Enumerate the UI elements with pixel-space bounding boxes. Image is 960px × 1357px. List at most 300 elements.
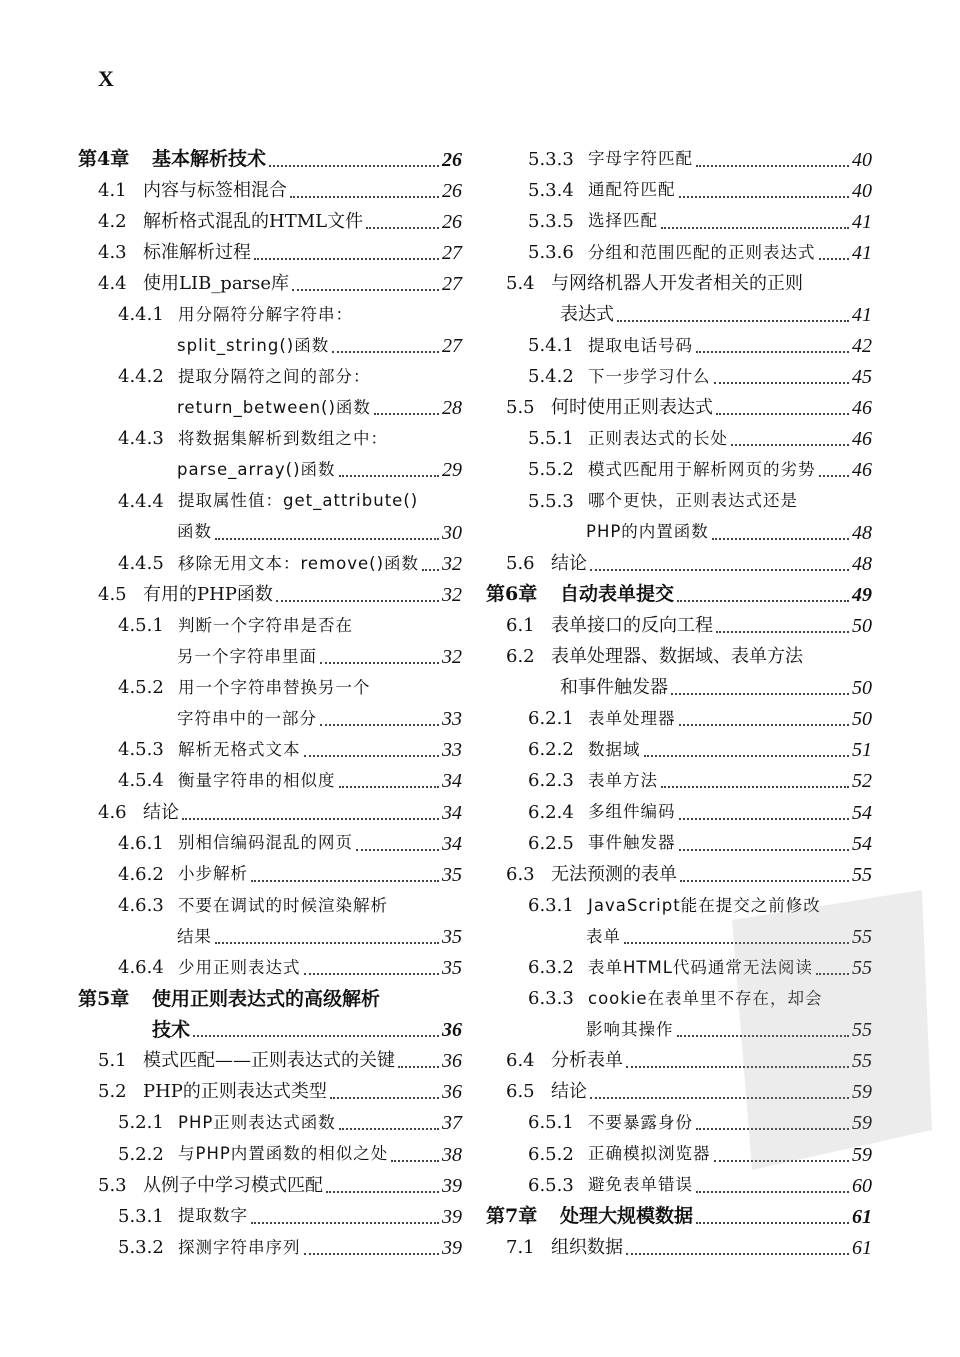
toc-entry-title: PHP正则表达式函数 xyxy=(178,1113,336,1133)
dot-leader xyxy=(326,1191,439,1193)
toc-entry-page: 36 xyxy=(442,1050,462,1073)
toc-entry-page: 26 xyxy=(442,148,462,171)
toc-entry xyxy=(486,144,872,175)
dot-leader xyxy=(626,1253,849,1255)
toc-entry-page: 50 xyxy=(852,677,872,700)
toc-entry-page: 41 xyxy=(852,210,872,233)
dot-leader xyxy=(679,724,850,726)
toc-entry-number: 第5章 xyxy=(78,987,130,1010)
toc-entry-number: 5.5 xyxy=(506,397,535,419)
toc-entry xyxy=(486,299,872,330)
toc-entry-title: 提取数字 xyxy=(178,1206,248,1226)
toc-entry-number: 6.2.4 xyxy=(528,801,574,823)
dot-leader xyxy=(339,475,439,477)
dot-leader xyxy=(679,196,850,198)
toc-entry xyxy=(78,1046,462,1077)
toc-entry-title: 模式匹配——正则表达式的关键 xyxy=(143,1050,395,1072)
toc-entry xyxy=(486,1139,872,1170)
toc-entry-number: 6.5.2 xyxy=(528,1143,574,1165)
dot-leader xyxy=(182,818,439,820)
toc-entry-page: 27 xyxy=(442,272,462,295)
toc-entry-number: 5.4.1 xyxy=(528,335,574,357)
dot-leader xyxy=(374,413,439,415)
toc-entry-number: 第6章 xyxy=(486,583,538,606)
dot-leader xyxy=(696,165,849,167)
toc-entry-title: 基本解析技术 xyxy=(152,148,267,171)
toc-entry-number: 6.2.5 xyxy=(528,832,574,854)
toc-entry-page: 36 xyxy=(442,1081,462,1104)
dot-leader xyxy=(304,1253,440,1255)
toc-entry-page: 61 xyxy=(852,1236,872,1259)
toc-entry-page: 55 xyxy=(852,1019,872,1042)
toc-entry-title: PHP的内置函数 xyxy=(586,522,709,542)
dot-leader xyxy=(215,538,439,540)
toc-entry-number: 6.3.3 xyxy=(528,988,574,1010)
toc-entry-number: 第4章 xyxy=(78,148,130,171)
dot-leader xyxy=(330,1097,439,1099)
toc-entry xyxy=(486,579,872,610)
toc-entry-page: 38 xyxy=(442,1143,462,1166)
toc-entry-number: 4.6 xyxy=(98,801,127,823)
toc-entry-page: 32 xyxy=(442,552,462,575)
dot-leader xyxy=(215,942,439,944)
toc-entry-page: 41 xyxy=(852,304,872,327)
toc-entry-page: 54 xyxy=(852,832,872,855)
toc-entry xyxy=(486,1077,872,1108)
toc-entry-title: 模式匹配用于解析网页的劣势 xyxy=(588,460,816,480)
toc-entry-page: 55 xyxy=(852,956,872,979)
toc-entry-title: 无法预测的表单 xyxy=(551,863,677,885)
toc-entry-title: 处理大规模数据 xyxy=(560,1205,694,1228)
toc-entry-page: 27 xyxy=(442,241,462,264)
toc-entry-number: 5.6 xyxy=(506,552,535,574)
toc-entry-page: 32 xyxy=(442,646,462,669)
toc-entry-number: 4.6.2 xyxy=(118,863,164,885)
toc-entry-number: 6.2.1 xyxy=(528,708,574,730)
toc-entry-title: parse_array()函数 xyxy=(177,460,336,480)
toc-entry xyxy=(78,1232,462,1263)
toc-entry xyxy=(486,1015,872,1046)
dot-leader xyxy=(716,631,849,633)
toc-entry-page: 48 xyxy=(852,552,872,575)
dot-leader xyxy=(292,289,439,291)
toc-entry-title: 哪个更快，正则表达式还是 xyxy=(588,491,798,511)
toc-entry xyxy=(78,1201,462,1232)
dot-leader xyxy=(644,755,850,757)
toc-entry xyxy=(486,206,872,237)
toc-entry-number: 5.5.1 xyxy=(528,428,574,450)
toc-entry-number: 4.4.1 xyxy=(118,304,164,326)
toc-entry-page: 52 xyxy=(852,770,872,793)
toc-entry xyxy=(486,642,872,673)
toc-entry xyxy=(78,144,462,175)
toc-entry-title: 结果 xyxy=(177,926,212,946)
dot-leader xyxy=(269,165,439,167)
toc-entry-title: 提取电话号码 xyxy=(588,335,693,355)
toc-entry xyxy=(78,175,462,206)
toc-entry-number: 5.3.5 xyxy=(528,210,574,232)
toc-entry-page: 34 xyxy=(442,770,462,793)
toc-entry xyxy=(486,1201,872,1232)
toc-entry-number: 4.6.1 xyxy=(118,832,164,854)
toc-entry xyxy=(78,704,462,735)
toc-entry-page: 40 xyxy=(852,179,872,202)
toc-entry-page: 59 xyxy=(852,1112,872,1135)
dot-leader xyxy=(624,942,849,944)
toc-entry xyxy=(486,1108,872,1139)
toc-entry xyxy=(78,579,462,610)
toc-entry xyxy=(486,517,872,548)
toc-entry xyxy=(78,486,462,517)
toc-entry-page: 46 xyxy=(852,459,872,482)
dot-leader xyxy=(696,1128,849,1130)
toc-entry-number: 4.1 xyxy=(98,179,127,201)
dot-leader xyxy=(590,569,849,571)
toc-entry-title: 技术 xyxy=(152,1018,191,1041)
toc-entry xyxy=(486,393,872,424)
toc-entry-title: 和事件触发器 xyxy=(560,677,668,699)
toc-entry-title: 内容与标签相混合 xyxy=(143,179,287,201)
toc-entry-title: 探测字符串序列 xyxy=(178,1237,301,1257)
dot-leader xyxy=(339,1128,439,1130)
toc-entry xyxy=(486,828,872,859)
toc-entry xyxy=(486,952,872,983)
toc-entry-number: 5.5.2 xyxy=(528,459,574,481)
toc-entry-title: 分析表单 xyxy=(551,1050,623,1072)
dot-leader xyxy=(617,320,849,322)
toc-entry-number: 4.4.3 xyxy=(118,428,164,450)
toc-entry xyxy=(78,1077,462,1108)
toc-entry-title: PHP的正则表达式类型 xyxy=(143,1081,327,1103)
toc-entry-page: 28 xyxy=(442,397,462,420)
toc-entry xyxy=(78,1108,462,1139)
toc-entry-number: 4.5.1 xyxy=(118,614,164,636)
toc-entry-number: 4.4.5 xyxy=(118,552,164,574)
dot-leader xyxy=(590,1097,849,1099)
dot-leader xyxy=(696,1191,849,1193)
toc-entry-title: 函数 xyxy=(177,522,212,542)
dot-leader xyxy=(251,1222,439,1224)
dot-leader xyxy=(626,1066,849,1068)
toc-entry xyxy=(78,797,462,828)
toc-entry xyxy=(78,828,462,859)
toc-entry-page: 35 xyxy=(442,956,462,979)
toc-entry-title: 将数据集解析到数组之中： xyxy=(178,429,388,449)
toc-entry-title: 从例子中学习模式匹配 xyxy=(143,1174,323,1196)
toc-entry-title: 影响其操作 xyxy=(586,1019,674,1039)
toc-entry-page: 50 xyxy=(852,614,872,637)
toc-entry xyxy=(486,1170,872,1201)
toc-entry-title: 表达式 xyxy=(560,304,614,326)
toc-entry-page: 46 xyxy=(852,397,872,420)
toc-entry xyxy=(78,735,462,766)
toc-entry-title: split_string()函数 xyxy=(177,335,330,355)
page-number: X xyxy=(98,66,114,91)
toc-entry-title: 不要暴露身份 xyxy=(588,1113,693,1133)
toc-entry xyxy=(486,673,872,704)
dot-leader xyxy=(356,849,439,851)
toc-entry-number: 5.3.6 xyxy=(528,241,574,263)
toc-entry xyxy=(78,610,462,641)
toc-entry-page: 37 xyxy=(442,1112,462,1135)
toc-entry-page: 32 xyxy=(442,583,462,606)
toc-entry-page: 34 xyxy=(442,801,462,824)
toc-right-column xyxy=(486,144,872,1263)
toc-entry-title: 结论 xyxy=(551,1081,587,1103)
toc-entry-page: 27 xyxy=(442,335,462,358)
toc-entry-number: 6.3 xyxy=(506,863,535,885)
toc-entry-page: 59 xyxy=(852,1143,872,1166)
toc-entry-title: 移除无用文本：remove()函数 xyxy=(178,553,420,573)
dot-leader xyxy=(290,196,439,198)
toc-entry-number: 6.2 xyxy=(506,646,535,668)
toc-entry-number: 5.3.3 xyxy=(528,148,574,170)
toc-entry-page: 34 xyxy=(442,832,462,855)
toc-entry-page: 42 xyxy=(852,335,872,358)
toc-entry-title: 判断一个字符串是否在 xyxy=(178,615,353,635)
toc-entry-page: 59 xyxy=(852,1081,872,1104)
toc-entry-title: 解析格式混乱的HTML文件 xyxy=(143,210,364,232)
toc-entry-number: 5.5.3 xyxy=(528,490,574,512)
toc-entry-page: 39 xyxy=(442,1236,462,1259)
toc-entry-number: 6.5.3 xyxy=(528,1174,574,1196)
toc-entry-title: 数据域 xyxy=(588,740,641,760)
toc-entry-title: 正则表达式的长处 xyxy=(588,429,728,449)
toc-entry xyxy=(486,890,872,921)
toc-entry xyxy=(78,299,462,330)
toc-entry-title: 与网络机器人开发者相关的正则 xyxy=(551,272,803,294)
toc-entry xyxy=(486,1232,872,1263)
toc-entry xyxy=(486,766,872,797)
dot-leader xyxy=(304,973,440,975)
toc-entry-number: 4.4.4 xyxy=(118,490,164,512)
toc-entry-page: 55 xyxy=(852,1050,872,1073)
dot-leader xyxy=(304,755,440,757)
toc-entry xyxy=(486,1046,872,1077)
toc-entry xyxy=(486,984,872,1015)
toc-entry xyxy=(486,797,872,828)
toc-entry xyxy=(486,455,872,486)
dot-leader xyxy=(422,569,439,571)
toc-entry-number: 5.2.1 xyxy=(118,1112,164,1134)
toc-entry-number: 5.2 xyxy=(98,1081,127,1103)
toc-entry-title: 避免表单错误 xyxy=(588,1175,693,1195)
dot-leader xyxy=(714,1160,850,1162)
toc-entry xyxy=(78,1015,462,1046)
toc-entry xyxy=(486,486,872,517)
toc-entry-title: 有用的PHP函数 xyxy=(143,583,273,605)
toc-entry-title: 另一个字符串里面 xyxy=(177,646,317,666)
dot-leader xyxy=(339,786,440,788)
toc-entry-title: 结论 xyxy=(551,552,587,574)
toc-entry-title: 表单HTML代码通常无法阅读 xyxy=(588,957,813,977)
toc-entry-page: 48 xyxy=(852,521,872,544)
toc-entry-title: 正确模拟浏览器 xyxy=(588,1144,711,1164)
toc-entry-title: 通配符匹配 xyxy=(588,180,676,200)
dot-leader xyxy=(320,662,439,664)
toc-entry-page: 33 xyxy=(442,739,462,762)
toc-entry-page: 35 xyxy=(442,863,462,886)
toc-entry-number: 第7章 xyxy=(486,1205,538,1228)
toc-entry-number: 5.3.1 xyxy=(118,1205,164,1227)
toc-entry xyxy=(486,424,872,455)
dot-leader xyxy=(816,973,849,975)
toc-entry-title: 字符串中的一部分 xyxy=(177,708,317,728)
toc-entry-number: 4.6.3 xyxy=(118,894,164,916)
toc-left-column xyxy=(78,144,462,1263)
toc-entry xyxy=(486,704,872,735)
toc-entry-page: 49 xyxy=(852,583,872,606)
toc-entry xyxy=(78,859,462,890)
toc-entry-number: 4.5.3 xyxy=(118,739,164,761)
toc-entry xyxy=(78,890,462,921)
toc-entry xyxy=(78,331,462,362)
toc-entry xyxy=(78,984,462,1015)
toc-entry-page: 26 xyxy=(442,179,462,202)
toc-entry-number: 5.2.2 xyxy=(118,1143,164,1165)
toc-entry xyxy=(486,237,872,268)
dot-leader xyxy=(332,351,439,353)
toc-entry-title: 何时使用正则表达式 xyxy=(551,397,713,419)
toc-entry-title: 与PHP内置函数的相似之处 xyxy=(178,1144,389,1164)
toc-entry-page: 40 xyxy=(852,148,872,171)
toc-entry xyxy=(486,268,872,299)
toc-entry-title: 下一步学习什么 xyxy=(588,366,711,386)
toc-entry-number: 5.4.2 xyxy=(528,366,574,388)
toc-entry xyxy=(78,1170,462,1201)
toc-entry-page: 26 xyxy=(442,210,462,233)
toc-entry-number: 5.1 xyxy=(98,1050,127,1072)
toc-entry-number: 6.3.2 xyxy=(528,956,574,978)
toc-entry-title: 用一个字符串替换另一个 xyxy=(178,677,371,697)
toc-entry xyxy=(486,610,872,641)
toc-entry-title: return_between()函数 xyxy=(177,398,371,418)
toc-entry-number: 6.2.2 xyxy=(528,739,574,761)
toc-entry-page: 55 xyxy=(852,925,872,948)
toc-entry-title: 别相信编码混乱的网页 xyxy=(178,833,353,853)
toc-entry-title: 字母字符匹配 xyxy=(588,149,693,169)
toc-entry-page: 46 xyxy=(852,428,872,451)
toc-entry-number: 4.3 xyxy=(98,241,127,263)
toc-entry-title: 结论 xyxy=(143,801,179,823)
toc-entry-page: 55 xyxy=(852,863,872,886)
toc-entry xyxy=(78,362,462,393)
toc-entry-number: 4.4 xyxy=(98,272,127,294)
toc-entry-page: 33 xyxy=(442,708,462,731)
dot-leader xyxy=(677,600,849,602)
toc-entry-title: 表单 xyxy=(586,926,621,946)
toc-entry-page: 60 xyxy=(852,1174,872,1197)
toc-entry-title: 不要在调试的时候渲染解析 xyxy=(178,895,388,915)
dot-leader xyxy=(398,1066,439,1068)
toc-entry-title: 多组件编码 xyxy=(588,802,676,822)
toc-entry-title: 表单方法 xyxy=(588,771,658,791)
toc-entry-number: 5.4 xyxy=(506,272,535,294)
toc-entry-number: 6.1 xyxy=(506,614,535,636)
toc-entry-page: 54 xyxy=(852,801,872,824)
toc-entry-title: 用分隔符分解字符串： xyxy=(178,304,353,324)
toc-entry-number: 4.5 xyxy=(98,583,127,605)
toc-entry-page: 51 xyxy=(852,739,872,762)
toc-entry-number: 7.1 xyxy=(506,1236,535,1258)
dot-leader xyxy=(193,1035,439,1037)
toc-entry-title: 组织数据 xyxy=(551,1236,623,1258)
dot-leader xyxy=(661,786,849,788)
toc-entry xyxy=(78,642,462,673)
dot-leader xyxy=(661,227,849,229)
toc-entry-title: 标准解析过程 xyxy=(143,241,251,263)
dot-leader xyxy=(696,351,849,353)
toc-entry-title: 选择匹配 xyxy=(588,211,658,231)
toc-entry xyxy=(78,548,462,579)
toc-entry-title: 使用正则表达式的高级解析 xyxy=(152,987,381,1010)
toc-entry-number: 6.2.3 xyxy=(528,770,574,792)
toc-entry-number: 5.3.4 xyxy=(528,179,574,201)
toc-entry xyxy=(486,331,872,362)
dot-leader xyxy=(679,849,850,851)
toc-entry-number: 6.5 xyxy=(506,1081,535,1103)
toc-entry xyxy=(78,952,462,983)
toc-entry xyxy=(486,362,872,393)
toc-entry-title: 使用LIB_parse库 xyxy=(143,272,290,294)
dot-leader xyxy=(254,258,439,260)
toc-entry-number: 5.3 xyxy=(98,1174,127,1196)
toc-entry-title: 自动表单提交 xyxy=(560,583,675,606)
toc-entry-number: 6.4 xyxy=(506,1050,535,1072)
dot-leader xyxy=(696,1222,849,1224)
toc-entry-number: 4.5.2 xyxy=(118,677,164,699)
toc-entry xyxy=(78,455,462,486)
toc-entry-number: 4.2 xyxy=(98,210,127,232)
toc-entry-title: cookie在表单里不存在，却会 xyxy=(588,988,823,1008)
toc-entry-number: 5.3.2 xyxy=(118,1236,164,1258)
toc-entry xyxy=(486,175,872,206)
dot-leader xyxy=(671,693,849,695)
toc-entry-page: 39 xyxy=(442,1174,462,1197)
dot-leader xyxy=(819,258,850,260)
toc-entry xyxy=(78,673,462,704)
dot-leader xyxy=(679,818,850,820)
toc-entry-title: 表单处理器 xyxy=(588,708,676,728)
toc-entry-title: 分组和范围匹配的正则表达式 xyxy=(588,242,816,262)
toc-entry-title: 事件触发器 xyxy=(588,833,676,853)
toc-entry-page: 41 xyxy=(852,241,872,264)
toc-entry-title: 提取属性值：get_attribute() xyxy=(178,491,419,511)
toc-entry xyxy=(78,206,462,237)
toc-entry-page: 45 xyxy=(852,366,872,389)
toc-entry-page: 61 xyxy=(852,1205,872,1228)
toc-entry xyxy=(78,424,462,455)
dot-leader xyxy=(366,227,439,229)
toc-entry-page: 39 xyxy=(442,1205,462,1228)
toc-entry-page: 35 xyxy=(442,925,462,948)
dot-leader xyxy=(819,475,850,477)
toc-entry-number: 6.5.1 xyxy=(528,1112,574,1134)
dot-leader xyxy=(714,382,850,384)
dot-leader xyxy=(712,538,849,540)
toc-entry-number: 6.3.1 xyxy=(528,894,574,916)
toc-entry-title: 少用正则表达式 xyxy=(178,957,301,977)
toc-entry-number: 4.5.4 xyxy=(118,770,164,792)
toc-entry-number: 4.4.2 xyxy=(118,366,164,388)
toc-entry-title: 解析无格式文本 xyxy=(178,740,301,760)
toc-entry-page: 36 xyxy=(442,1019,462,1042)
toc-entry-title: 衡量字符串的相似度 xyxy=(178,771,336,791)
toc-entry-page: 30 xyxy=(442,521,462,544)
toc-entry-page: 29 xyxy=(442,459,462,482)
dot-leader xyxy=(680,880,849,882)
toc-entry xyxy=(78,766,462,797)
